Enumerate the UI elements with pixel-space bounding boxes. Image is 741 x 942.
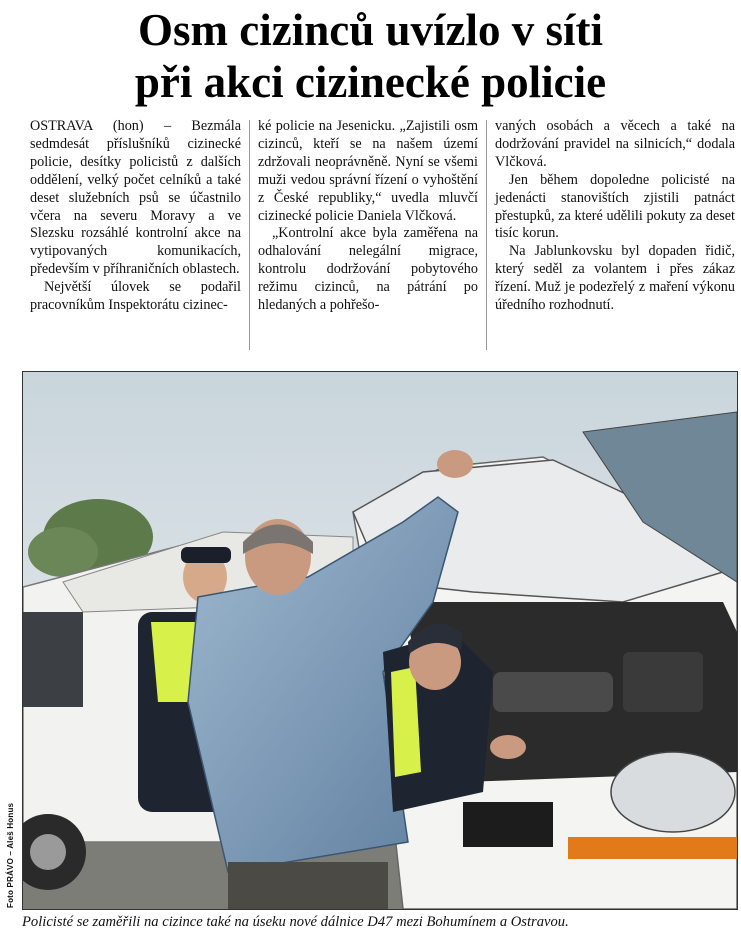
paragraph: Jen během dopoledne policisté na jedenácti stanovištích zjistili patnáct přestupků, za které udělili pokuty za deset tisíc korun. <box>495 171 735 242</box>
paragraph: Největší úlovek se podařil pracovníkům Inspektorátu cizinec- <box>30 279 241 314</box>
paragraph: ké policie na Jesenicku. „Zajistili osm cizinců, kteří se na našem území zdržovali neoprávněně. Nyní se všemi muži vedou správní řízení o vyhoštění z České republiky,“ uvedla mluvčí cizinecké policie Daniela Vlčková. <box>258 118 478 224</box>
paragraph: vaných osobách a věcech a také na dodržování pravidel na silnicích,“ dodala Vlčková. <box>495 118 735 170</box>
article-body <box>30 118 738 350</box>
news-photo <box>22 371 738 910</box>
photo-credit: Foto PRÁVO – Aleš Honus <box>6 802 15 908</box>
paragraph: Na Jablunkovsku byl dopaden řidič, který seděl za volantem i přes zákaz řízení. Muž je podezřelý z maření výkonu úředního rozhodnutí. <box>495 243 735 314</box>
headline <box>0 4 741 108</box>
paragraph: „Kontrolní akce byla zaměřena na odhalování nelegální migrace, kontrolu dodržování pobytového režimu cizinců, na pátrání po hledaných a pohřešo- <box>258 225 478 314</box>
article-column-1 <box>30 118 241 315</box>
photo-caption: Policisté se zaměřili na cizince také na úseku nové dálnice D47 mezi Bohumínem a Ostravou. <box>22 914 569 930</box>
article-column-3 <box>495 118 735 315</box>
headline-line-1: Osm cizinců uvízlo v síti <box>138 5 603 55</box>
paragraph: OSTRAVA (hon) – Bezmála sedmdesát příslušníků cizinecké policie, desítky policistů z dalších oddělení, velký počet celníků a také deset služebních psů se účastnilo včera na severu Moravy a ve Slezsku rozsáhlé kontrolní akce na vytipovaných komunikacích, především v příhraničních oblastech. <box>30 118 241 278</box>
article-column-2 <box>258 118 478 315</box>
photo-illustration <box>23 372 737 909</box>
headline-line-2: při akci cizinecké policie <box>134 57 607 107</box>
